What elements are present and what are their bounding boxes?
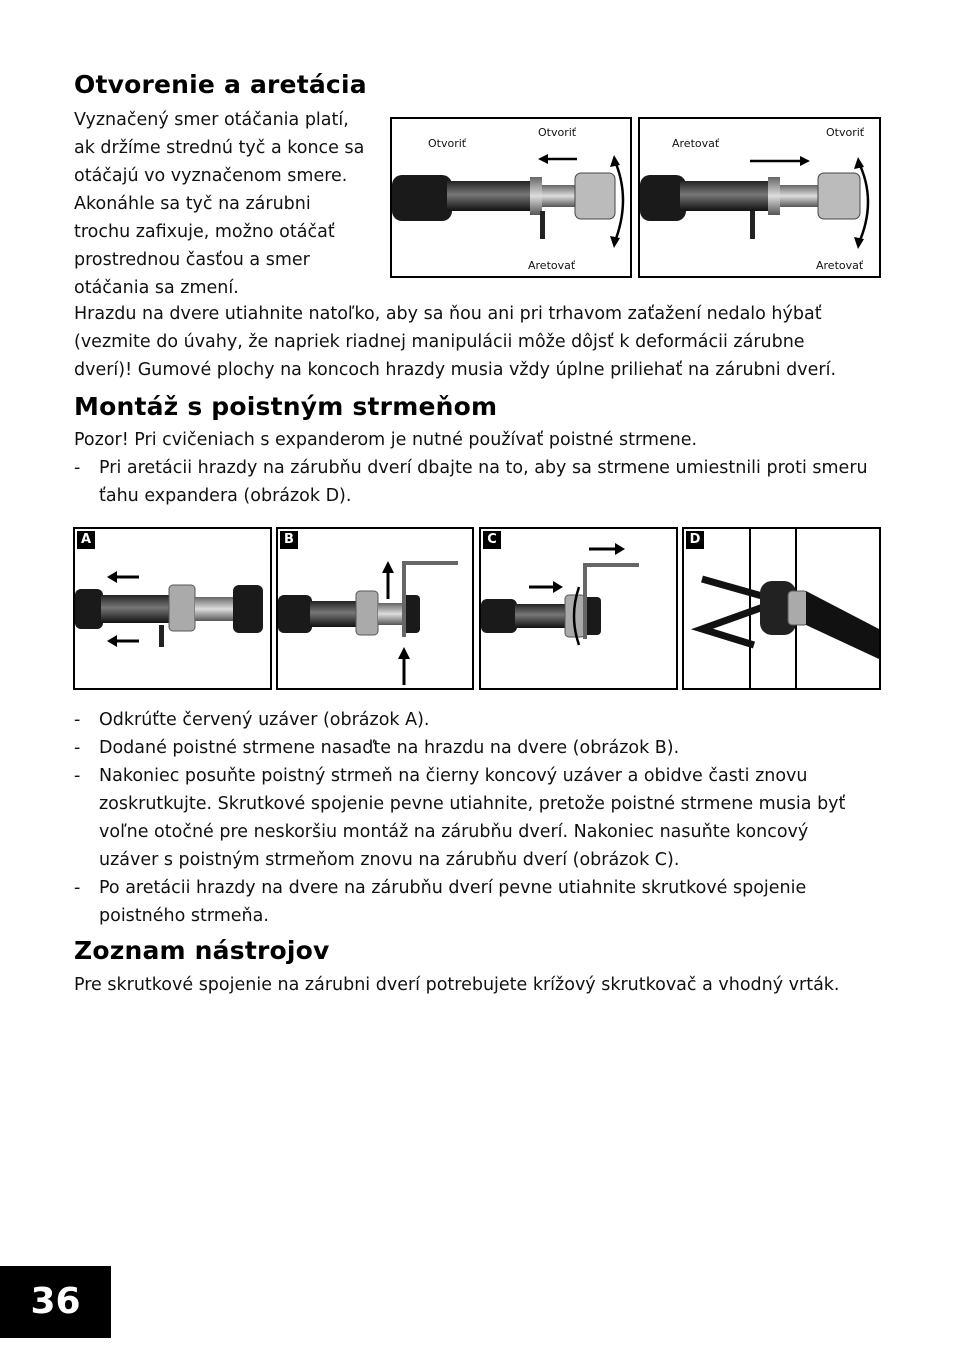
- list-line: Pri aretácii hrazdy na zárubňu dverí dbajte na to, aby sa strmene umiestnili proti smeru: [99, 458, 868, 478]
- figure-b: [276, 527, 474, 690]
- arrow-left-head: [538, 154, 548, 164]
- body-line: (vezmite do úvahy, že napriek riadnej manipulácii môže dôjsť k deformácii zárubne: [74, 332, 805, 352]
- rotation-arrow-down: [854, 237, 864, 249]
- bar-screw: [750, 211, 755, 239]
- rubber-end: [640, 175, 686, 221]
- figure-tag-c: C: [483, 531, 501, 549]
- list-text: [99, 874, 889, 930]
- list-text: Dodané poistné strmene nasaďte na hrazdu na dvere (obrázok B).: [99, 738, 680, 758]
- figure-c-drawing: [481, 529, 676, 688]
- list-line: ťahu expandera (obrázok D).: [99, 486, 352, 506]
- end-cap: [233, 585, 263, 633]
- bar-chrome: [542, 185, 577, 207]
- arrow-right-head: [800, 156, 810, 166]
- bar-ring: [768, 177, 780, 215]
- list-item: [74, 762, 889, 874]
- heading-safety-bracket: Montáž s poistným strmeňom: [74, 392, 498, 421]
- arrow-up-head: [398, 647, 410, 659]
- page-number: 36: [0, 1266, 111, 1338]
- bar-chrome: [195, 597, 235, 621]
- arrow-left-head: [107, 571, 117, 583]
- bar-chrome: [378, 603, 404, 625]
- list-text: Odkrúťte červený uzáver (obrázok A).: [99, 710, 430, 730]
- warning-paragraph: Pozor! Pri cvičeniach s expanderom je nutné používať poistné strmene.: [74, 430, 698, 450]
- figure-lock-direction: [638, 117, 881, 278]
- heading-tool-list: Zoznam nástrojov: [74, 936, 330, 965]
- list-dash: -: [74, 710, 81, 730]
- arrow-right-head: [615, 543, 625, 555]
- figure-b-drawing: [278, 529, 472, 688]
- bar-nut: [356, 591, 378, 635]
- bar-screw: [159, 625, 164, 647]
- bar-tube: [680, 181, 770, 211]
- list-item: [74, 454, 889, 510]
- list-line: Po aretácii hrazdy na dvere na zárubňu dverí pevne utiahnite skrutkové spojenie: [99, 878, 807, 898]
- figure-tag-b: B: [280, 531, 298, 549]
- arrow-right-head: [553, 581, 563, 593]
- intro-line: Akonáhle sa tyč na zárubni: [74, 194, 311, 214]
- list-item: [74, 734, 889, 762]
- bar-tube: [447, 181, 532, 211]
- figure-a-drawing: [75, 529, 270, 688]
- bar-tube: [515, 604, 567, 628]
- intro-line: otáčania sa zmení.: [74, 278, 239, 298]
- list-text: [99, 454, 889, 510]
- list-item: [74, 706, 889, 734]
- label-lock-bottom: Aretovať: [816, 259, 864, 272]
- bar-ring: [530, 177, 542, 215]
- list-dash: -: [74, 738, 81, 758]
- rotation-arrow-up: [854, 157, 864, 169]
- bar-screw: [540, 211, 545, 239]
- list-text: [99, 762, 889, 874]
- tightening-paragraph: [74, 300, 889, 384]
- list-dash: -: [74, 766, 81, 786]
- intro-line: prostrednou časťou a smer: [74, 250, 310, 270]
- figure-d-drawing: [684, 529, 879, 688]
- arrow-up-head: [382, 561, 394, 573]
- rubber-end: [75, 589, 103, 629]
- rubber-end: [481, 599, 517, 633]
- body-line: dverí)! Gumové plochy na koncoch hrazdy musia vždy úplne priliehať na zárubni dverí.: [74, 360, 837, 380]
- figure-tag-a: A: [77, 531, 95, 549]
- list-item: [74, 874, 889, 930]
- bar-nut: [169, 585, 195, 631]
- rotation-arrow-up: [610, 155, 620, 167]
- list-line: voľne otočné pre neskoršiu montáž na zárubňu dverí. Nakoniec nasuňte koncový: [99, 822, 809, 842]
- figure-open-drawing: [392, 119, 630, 276]
- bar-chrome: [780, 185, 820, 207]
- list-line: uzáver s poistným strmeňom znovu na zárubňu dverí (obrázok C).: [99, 850, 680, 870]
- figure-d: [682, 527, 881, 690]
- figure-a: [73, 527, 272, 690]
- bar-nut: [575, 173, 615, 219]
- figure-open-direction: [390, 117, 632, 278]
- intro-line: Vyznačený smer otáčania platí,: [74, 110, 349, 130]
- bar-nut: [788, 591, 808, 625]
- bar-tube: [101, 595, 171, 623]
- rubber-end: [392, 175, 452, 221]
- label-lock-big: Aretovať: [672, 137, 720, 150]
- figure-lock-drawing: [640, 119, 879, 276]
- list-line: Nakoniec posuňte poistný strmeň na čierny koncový uzáver a obidve časti znovu: [99, 766, 808, 786]
- label-open-top: Otvoriť: [826, 126, 865, 139]
- list-dash: -: [74, 878, 81, 898]
- label-open-top: Otvoriť: [538, 126, 577, 139]
- arrow-left-head: [107, 635, 117, 647]
- intro-paragraph: [74, 106, 379, 302]
- figure-tag-d: D: [686, 531, 704, 549]
- intro-line: trochu zafixuje, možno otáčať: [74, 222, 335, 242]
- figure-c: [479, 527, 678, 690]
- bar-nut: [818, 173, 860, 219]
- heading-opening-locking: Otvorenie a aretácia: [74, 70, 367, 99]
- list-dash: -: [74, 458, 81, 478]
- bar-tube: [310, 601, 358, 627]
- body-line: Hrazdu na dvere utiahnite natoľko, aby sa ňou ani pri trhavom zaťažení nedalo hýbať: [74, 304, 822, 324]
- intro-line: ak držíme strednú tyč a konce sa: [74, 138, 365, 158]
- rubber-end: [278, 595, 312, 633]
- intro-line: otáčajú vo vyznačenom smere.: [74, 166, 348, 186]
- list-line: poistného strmeňa.: [99, 906, 269, 926]
- label-open-big: Otvoriť: [428, 137, 467, 150]
- list-line: zoskrutkujte. Skrutkové spojenie pevne utiahnite, pretože poistné strmene musia byť: [99, 794, 846, 814]
- rotation-arrow-down: [610, 236, 620, 248]
- bar-tube: [806, 591, 879, 659]
- tool-list-paragraph: Pre skrutkové spojenie na zárubni dverí potrebujete krížový skrutkovač a vhodný vrták.: [74, 975, 840, 995]
- label-lock-bottom: Aretovať: [528, 259, 576, 272]
